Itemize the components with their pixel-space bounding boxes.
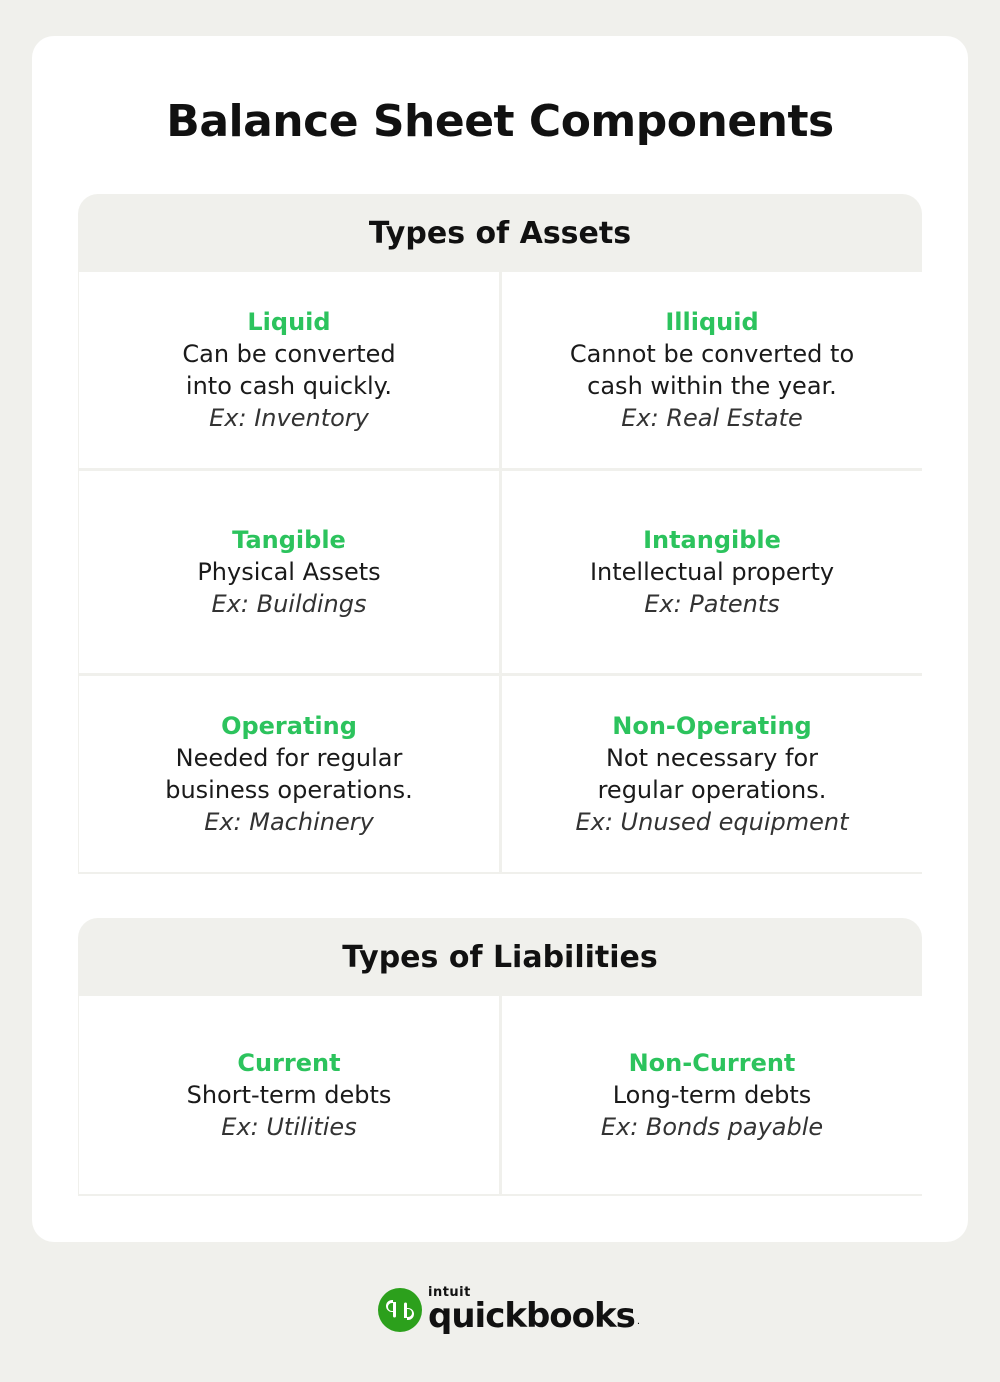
brand-name: quickbooks [428,1296,635,1336]
asset-description: Cannot be converted to cash within the year. [569,340,855,400]
asset-example: Ex: Patents [644,590,780,618]
asset-description: Physical Assets [197,558,381,586]
brand-mark: . [636,1316,641,1327]
asset-description: Intellectual property [589,558,835,586]
brand-prefix: intuit [428,1285,471,1300]
assets-section [78,194,922,874]
asset-cell-tangible [79,471,499,673]
assets-header: Types of Assets [368,215,632,251]
asset-cell-illiquid [502,272,922,468]
asset-cell-non-operating [502,676,922,872]
asset-description: Can be converted into cash quickly. [182,340,396,400]
asset-term: Operating [221,712,357,740]
asset-example: Ex: Unused equipment [575,808,849,836]
liabilities-header: Types of Liabilities [342,939,658,975]
asset-cell-liquid [79,272,499,468]
liability-cell-current [79,996,499,1194]
quickbooks-logo [378,1285,641,1336]
liability-description: Short-term debts [186,1081,392,1109]
liabilities-section [78,918,922,1196]
page-title: Balance Sheet Components [166,96,834,147]
liability-example: Ex: Bonds payable [600,1113,824,1141]
asset-term: Illiquid [665,308,759,336]
liability-term: Non-Current [628,1049,796,1077]
asset-example: Ex: Inventory [209,404,369,432]
liability-cell-non-current [502,996,922,1194]
asset-cell-operating [79,676,499,872]
asset-example: Ex: Machinery [204,808,374,836]
asset-description: Not necessary for regular operations. [597,744,827,804]
brand-wordmark [428,1285,635,1336]
asset-example: Ex: Buildings [211,590,367,618]
asset-example: Ex: Real Estate [621,404,803,432]
asset-description: Needed for regular business operations. [165,744,413,804]
asset-term: Liquid [247,308,331,336]
asset-cell-intangible [502,471,922,673]
asset-term: Intangible [643,526,781,554]
liability-example: Ex: Utilities [221,1113,357,1141]
liabilities-grid [78,996,922,1196]
liability-description: Long-term debts [612,1081,812,1109]
quickbooks-logo-icon [378,1288,422,1332]
asset-term: Tangible [232,526,346,554]
assets-grid [78,272,922,874]
asset-term: Non-Operating [612,712,812,740]
liability-term: Current [237,1049,341,1077]
